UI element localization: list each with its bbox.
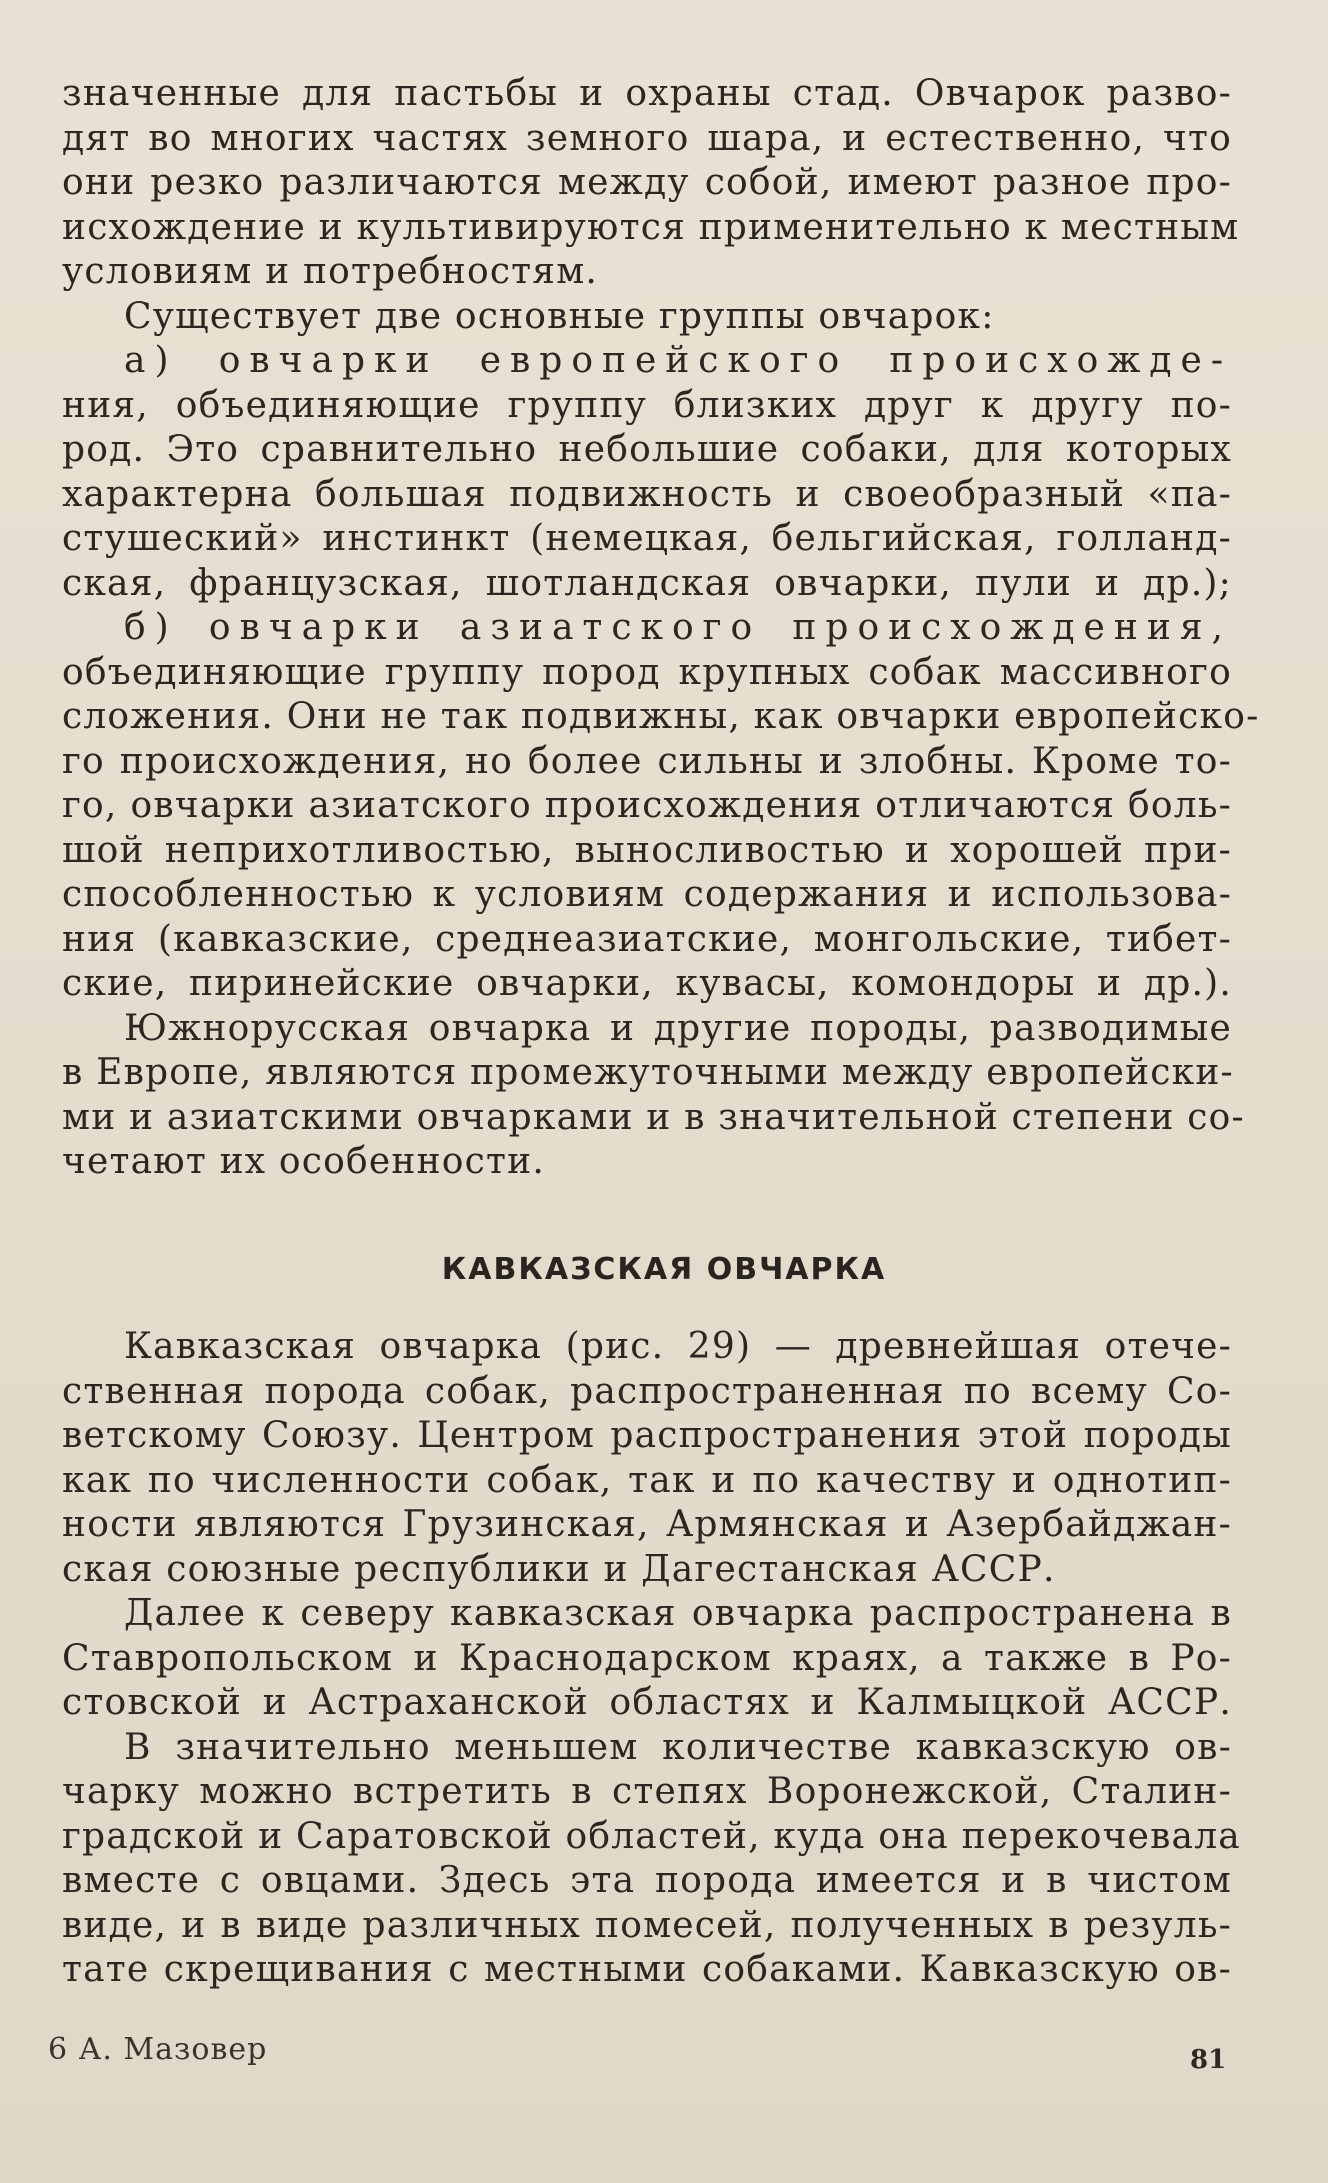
text-line: ская союзные республики и Дагестанская АССР. [62, 1548, 1056, 1590]
text-line: в Европе, являются промежуточными между европейски- [62, 1052, 1234, 1093]
text-line: б) овчарки азиатского происхождения, [124, 607, 1232, 648]
text-line: Кавказская овчарка (рис. 29) — древнейшая отече- [124, 1326, 1232, 1367]
text-line: характерна большая подвижность и своеобразный «па- [62, 473, 1232, 515]
text-line: сложения. Они не так подвижны, как овчарки европейско- [62, 696, 1260, 737]
text-line: ния, объединяющие группу близких друг к другу по- [62, 384, 1232, 426]
text-line: тате скрещивания с местными собаками. Кавказскую ов- [62, 1949, 1232, 1990]
text-line: стушеский» инстинкт (немецкая, бельгийская, голланд- [62, 518, 1232, 559]
text-block-intro [62, 72, 1260, 1185]
text-line: чарку можно встретить в степях Воронежской, Сталин- [62, 1771, 1232, 1812]
text-line: Существует две основные группы овчарок: [124, 295, 995, 337]
text-line: условиям и потребностям. [62, 251, 599, 292]
section-heading: КАВКАЗСКАЯ ОВЧАРКА [441, 1252, 887, 1287]
signature-mark: 6 А. Мазовер [48, 2032, 268, 2067]
text-line: ская, французская, шотландская овчарки, пули и др.); [62, 562, 1232, 604]
text-line: Ставропольском и Краснодарском краях, а также в Ро- [62, 1637, 1232, 1679]
text-line: объединяющие группу пород крупных собак массивного [62, 651, 1232, 693]
text-line: род. Это сравнительно небольшие собаки, для которых [62, 429, 1232, 470]
text-line: а) овчарки европейского происхожде- [124, 340, 1232, 381]
text-line: го, овчарки азиатского происхождения отличаются боль- [62, 785, 1232, 826]
text-line: ские, пиринейские овчарки, кувасы, комондоры и др.). [62, 963, 1232, 1004]
text-line: исхождение и культивируются применительно к местным [62, 206, 1240, 248]
text-line: способленностью к условиям содержания и использова- [62, 874, 1232, 915]
text-line: го происхождения, но более сильны и злобны. Кроме то- [62, 740, 1232, 782]
text-line: виде, и в виде различных помесей, полученных в резуль- [62, 1904, 1232, 1946]
text-line: В значительно меньшем количестве кавказскую ов- [124, 1726, 1232, 1768]
text-line: они резко различаются между собой, имеют разное про- [62, 162, 1232, 203]
text-line: вместе с овцами. Здесь эта порода имеется и в чистом [62, 1860, 1232, 1901]
text-line: Южнорусская овчарка и другие породы, разводимые [124, 1007, 1232, 1049]
text-line: дят во многих частях земного шара, и естественно, что [62, 117, 1232, 159]
text-line: ности являются Грузинская, Армянская и Азербайджан- [62, 1504, 1232, 1545]
page-number: 81 [1190, 2045, 1227, 2075]
text-line: как по численности собак, так и по качеству и однотип- [62, 1459, 1232, 1501]
text-line: ственная порода собак, распространенная по всему Со- [62, 1370, 1232, 1412]
text-line: стовской и Астраханской областях и Калмыцкой АССР. [62, 1682, 1232, 1723]
text-line: значенные для пастьбы и охраны стад. Овчарок разво- [62, 73, 1232, 114]
text-line: Далее к северу кавказская овчарка распространена в [124, 1593, 1232, 1634]
text-line: шой неприхотливостью, выносливостью и хорошей при- [62, 829, 1232, 871]
text-line: градской и Саратовской областей, куда она перекочевала [62, 1815, 1241, 1857]
text-line: ми и азиатскими овчарками и в значительной степени со- [62, 1096, 1245, 1138]
text-block-section [62, 1325, 1241, 1993]
text-line: ния (кавказские, среднеазиатские, монгольские, тибет- [62, 918, 1232, 960]
text-line: ветскому Союзу. Центром распространения этой породы [62, 1415, 1232, 1456]
text-line: четают их особенности. [62, 1141, 545, 1182]
